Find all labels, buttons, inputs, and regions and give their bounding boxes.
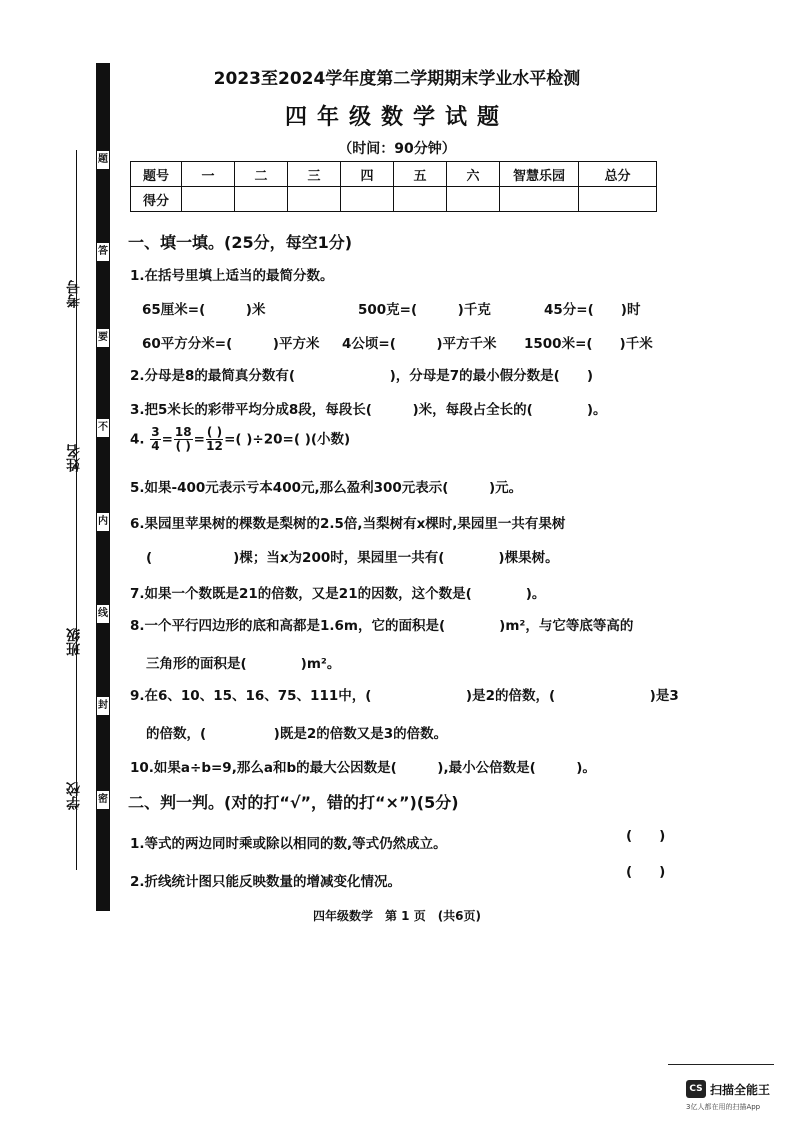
table-cell: 题号 [131,162,182,187]
table-cell: 总分 [579,162,657,187]
fraction-numerator: 3 [151,425,160,439]
table-cell: 五 [394,162,447,187]
table-cell: 六 [447,162,500,187]
table-cell: 三 [288,162,341,187]
score-cell[interactable] [341,187,394,212]
question-10: 10.如果a÷b=9,那么a和b的最大公因数是( ),最小公倍数是( )。 [130,760,596,776]
q1-item: 45分=( )时 [544,302,641,318]
name-label: 姓名 [66,444,82,472]
binding-line [76,150,77,870]
answer-blank[interactable]: ( ) [626,828,666,844]
section-2-heading: 二、判一判。(对的打“√”，错的打“×”)(5分) [128,793,459,812]
section-1-heading: 一、填一填。(25分，每空1分) [128,233,353,252]
question-8-cont: 三角形的面积是( )m²。 [146,656,341,672]
judge-question-2: 2.折线统计图只能反映数量的增减变化情况。 [130,874,402,890]
question-7: 7.如果一个数既是21的倍数，又是21的因数，这个数是( )。 [130,586,546,602]
fraction-denominator: 12 [206,439,223,453]
exam-subtitle: 四年级数学试题 [284,105,509,130]
q1-item: 500克=( )千克 [358,302,491,318]
binding-mark: 答 [96,242,110,262]
answer-blank[interactable]: ( ) [626,864,666,880]
question-9: 9.在6、10、15、16、75、111中，( )是2的倍数，( )是3 [130,688,679,704]
table-cell: 智慧乐园 [500,162,579,187]
binding-mark: 封 [96,696,110,716]
q4-prefix: 4. [130,431,145,448]
fraction-numerator: ( ) [206,425,223,439]
watermark-divider [668,1064,774,1065]
question-2: 2.分母是8的最简真分数有( )，分母是7的最小假分数是( ) [130,368,593,384]
page-footer: 四年级数学 第 1 页 (共6页) [312,909,482,923]
table-cell: 四 [341,162,394,187]
camscanner-icon: CS [686,1080,706,1098]
score-header-row [131,162,657,187]
binding-mark: 要 [96,328,110,348]
binding-mark: 内 [96,512,110,532]
fraction [206,426,223,453]
q1-item: 1500米=( )千米 [524,336,653,352]
q1-item: 4公顷=( )平方千米 [342,336,497,352]
score-cell[interactable] [500,187,579,212]
question-4: 4. $\frac{3}{4}$ = $\frac{18}{( )}$ = $\frac{( )}{12}$ =( )÷20=( )(小数) [130,425,351,453]
binding-mark: 线 [96,604,110,624]
score-cell[interactable] [579,187,657,212]
score-cell[interactable] [447,187,500,212]
question-6-cont: ( )棵；当x为200时，果园里一共有( )棵果树。 [146,550,559,566]
fraction-denominator: 4 [151,439,160,453]
table-cell: 二 [235,162,288,187]
watermark-tagline: 3亿人都在用的扫描App [686,1103,761,1111]
binding-mark: 不 [96,418,110,438]
exam-number-label: 考号 [66,280,82,308]
table-cell: 一 [182,162,235,187]
question-6: 6.果园里苹果树的棵数是梨树的2.5倍,当梨树有x棵时,果园里一共有果树 [130,516,566,532]
class-label: 班级 [66,628,82,656]
question-3: 3.把5米长的彩带平均分成8段，每段长( )米，每段占全长的( )。 [130,402,607,418]
q1-item: 65厘米=( )米 [142,302,266,318]
score-cell[interactable] [182,187,235,212]
score-table [130,161,657,212]
question-8: 8.一个平行四边形的底和高都是1.6m，它的面积是( )m²，与它等底等高的 [130,618,634,634]
question-5: 5.如果-400元表示亏本400元,那么盈利300元表示( )元。 [130,480,523,496]
table-cell: 得分 [131,187,182,212]
q1-item: 60平方分米=( )平方米 [142,336,320,352]
fraction [174,426,193,453]
exam-time: （时间：90分钟） [338,141,456,157]
school-label: 学校 [66,782,82,810]
question-1: 1.在括号里填上适当的最简分数。 [130,268,334,284]
score-cell[interactable] [288,187,341,212]
q4-tail: =( )÷20=( )(小数) [224,431,351,448]
watermark-name: 扫描全能王 [710,1083,771,1097]
exam-title: 2023至2024学年度第二学期期末学业水平检测 [213,69,581,89]
fraction-numerator: 18 [174,425,192,439]
binding-bar [96,63,110,911]
fraction-denominator: ( ) [175,439,191,453]
score-cell[interactable] [235,187,288,212]
binding-mark: 密 [96,790,110,810]
binding-mark: 题 [96,150,110,170]
score-value-row [131,187,657,212]
score-cell[interactable] [394,187,447,212]
fraction [150,426,160,453]
question-9-cont: 的倍数，( )既是2的倍数又是3的倍数。 [146,726,448,742]
judge-question-1: 1.等式的两边同时乘或除以相同的数,等式仍然成立。 [130,836,447,852]
